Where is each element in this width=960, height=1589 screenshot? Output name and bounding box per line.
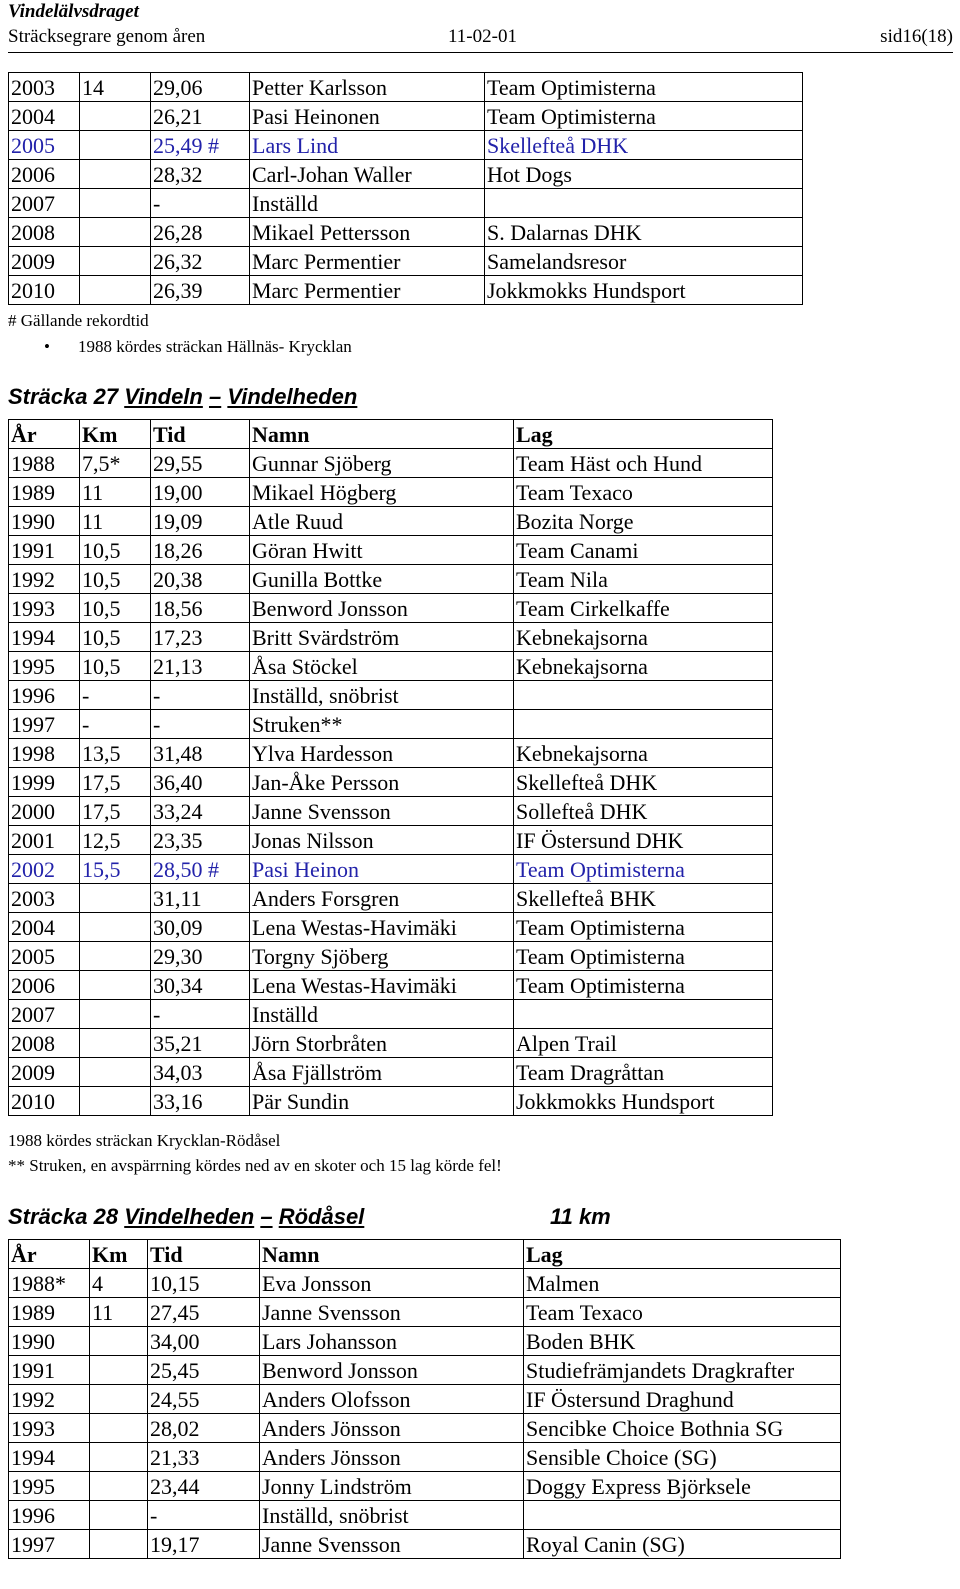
table-row (9, 768, 773, 797)
table-cell: 26,28 (151, 218, 250, 247)
table-cell: Petter Karlsson (250, 73, 485, 102)
table-row (9, 507, 773, 536)
table-cell: Boden BHK (524, 1327, 841, 1356)
table-row (9, 1000, 773, 1029)
table-cell: IF Östersund DHK (514, 826, 773, 855)
table-cell: Team Häst och Hund (514, 449, 773, 478)
table-cell: 1988 (9, 449, 80, 478)
table-cell: 2003 (9, 884, 80, 913)
table-row (9, 971, 773, 1000)
table-cell: Janne Svensson (250, 797, 514, 826)
table-header-row (9, 1240, 841, 1269)
stage27-prefix: Sträcka 27 (8, 384, 119, 409)
table-cell: Eva Jonsson (260, 1269, 524, 1298)
table-cell: Gunnar Sjöberg (250, 449, 514, 478)
table-cell: 10,15 (148, 1269, 260, 1298)
table-cell (485, 189, 803, 218)
stage28-distance: 11 km (550, 1204, 611, 1229)
table-cell: Kebnekajsorna (514, 623, 773, 652)
table-cell: Marc Permentier (250, 276, 485, 305)
table-cell: 30,34 (151, 971, 250, 1000)
table-cell: 4 (90, 1269, 148, 1298)
column-header: Km (80, 420, 151, 449)
table-cell: 1995 (9, 1472, 90, 1501)
table-cell: Jonny Lindström (260, 1472, 524, 1501)
table-cell: Skellefteå DHK (514, 768, 773, 797)
bullet-note-text: 1988 kördes sträckan Hällnäs- Krycklan (78, 337, 352, 356)
table-cell: 25,49 # (151, 131, 250, 160)
table-cell: 1988* (9, 1269, 90, 1298)
table-cell: Struken** (250, 710, 514, 739)
document-subtitle: Sträcksegrare genom åren (8, 26, 206, 47)
stage27-dash: – (208, 384, 222, 409)
table-cell: Lars Johansson (260, 1327, 524, 1356)
table-cell: 11 (80, 478, 151, 507)
table-cell: 14 (80, 73, 151, 102)
table-cell: 2007 (9, 1000, 80, 1029)
table-cell: - (80, 681, 151, 710)
table-cell: 1991 (9, 536, 80, 565)
table-cell: Sencibke Choice Bothnia SG (524, 1414, 841, 1443)
table-cell: 10,5 (80, 536, 151, 565)
table-cell: Studiefrämjandets Dragkrafter (524, 1356, 841, 1385)
table-cell (90, 1356, 148, 1385)
table-cell: Janne Svensson (260, 1530, 524, 1559)
table-cell: 2000 (9, 797, 80, 826)
table-cell: Lars Lind (250, 131, 485, 160)
table-cell: 26,32 (151, 247, 250, 276)
table-cell: 1993 (9, 1414, 90, 1443)
table-cell: Mikael Högberg (250, 478, 514, 507)
table-cell: 11 (80, 507, 151, 536)
stage27-table-head (9, 420, 773, 449)
table-cell: Jonas Nilsson (250, 826, 514, 855)
table-cell (90, 1327, 148, 1356)
table-cell: Atle Ruud (250, 507, 514, 536)
table-cell: 18,56 (151, 594, 250, 623)
table-row (9, 1385, 841, 1414)
stage28-dash: – (260, 1204, 273, 1229)
table-cell (90, 1414, 148, 1443)
table-cell: 1995 (9, 652, 80, 681)
table-row (9, 1501, 841, 1530)
table-cell (80, 1000, 151, 1029)
column-header: Namn (250, 420, 514, 449)
table-cell: Åsa Fjällström (250, 1058, 514, 1087)
table-row (9, 623, 773, 652)
table-cell (80, 884, 151, 913)
table-cell: Samelandsresor (485, 247, 803, 276)
table-row (9, 189, 803, 218)
table-cell (514, 1000, 773, 1029)
stage28-table-head (9, 1240, 841, 1269)
table-row (9, 478, 773, 507)
table-cell: - (80, 710, 151, 739)
table-row (9, 594, 773, 623)
table-cell: - (151, 681, 250, 710)
table-cell: Anders Jönsson (260, 1414, 524, 1443)
page-header (8, 0, 953, 53)
table-cell: 1996 (9, 1501, 90, 1530)
table-cell: 2006 (9, 160, 80, 189)
table-cell: 12,5 (80, 826, 151, 855)
table-row (9, 565, 773, 594)
table-cell: 1998 (9, 739, 80, 768)
table-row (9, 247, 803, 276)
table-cell: Team Optimisterna (485, 73, 803, 102)
table-cell (80, 131, 151, 160)
table-cell: Åsa Stöckel (250, 652, 514, 681)
table-row (9, 73, 803, 102)
table-row (9, 131, 803, 160)
stage26-table-body (9, 73, 803, 305)
table-row (9, 1443, 841, 1472)
table-cell: 19,00 (151, 478, 250, 507)
table-cell (80, 276, 151, 305)
stage27-table-body (9, 449, 773, 1116)
table-header-row (9, 420, 773, 449)
table-cell: Benword Jonsson (250, 594, 514, 623)
table-row (9, 1269, 841, 1298)
stage27-note-1: 1988 kördes sträckan Krycklan-Rödåsel (8, 1131, 281, 1150)
stage27-heading (8, 383, 357, 411)
table-cell: 1993 (9, 594, 80, 623)
table-cell (90, 1472, 148, 1501)
table-cell: Team Texaco (514, 478, 773, 507)
table-cell: 2008 (9, 1029, 80, 1058)
document-title: Vindelälvsdraget (8, 1, 139, 22)
table-row (9, 536, 773, 565)
table-cell: Jan-Åke Persson (250, 768, 514, 797)
column-header: Lag (514, 420, 773, 449)
table-cell: Team Texaco (524, 1298, 841, 1327)
table-cell: 2005 (9, 131, 80, 160)
table-cell: 2001 (9, 826, 80, 855)
table-cell: 28,02 (148, 1414, 260, 1443)
table-cell: Kebnekajsorna (514, 739, 773, 768)
table-cell (90, 1385, 148, 1414)
table-cell: 23,44 (148, 1472, 260, 1501)
table-cell: Lena Westas-Havimäki (250, 971, 514, 1000)
table-cell (524, 1501, 841, 1530)
column-header: Namn (260, 1240, 524, 1269)
table-cell: 17,23 (151, 623, 250, 652)
table-cell: 2003 (9, 73, 80, 102)
table-cell: 27,45 (148, 1298, 260, 1327)
stage28-prefix: Sträcka 28 (8, 1204, 119, 1229)
table-cell: Benword Jonsson (260, 1356, 524, 1385)
table-cell: 2006 (9, 971, 80, 1000)
table-row (9, 1414, 841, 1443)
document-date: 11-02-01 (448, 26, 517, 47)
table-cell: Pasi Heinonen (250, 102, 485, 131)
table-cell: 2010 (9, 1087, 80, 1116)
table-cell: 2005 (9, 942, 80, 971)
table-row (9, 942, 773, 971)
stage28-heading (8, 1203, 611, 1231)
table-cell (80, 942, 151, 971)
table-cell: 35,21 (151, 1029, 250, 1058)
table-cell: Doggy Express Björksele (524, 1472, 841, 1501)
table-cell: 19,17 (148, 1530, 260, 1559)
table-cell: S. Dalarnas DHK (485, 218, 803, 247)
table-cell: Anders Jönsson (260, 1443, 524, 1472)
table-row (9, 1530, 841, 1559)
table-cell (80, 1058, 151, 1087)
page-number: sid16(18) (880, 26, 953, 47)
table-cell: 11 (90, 1298, 148, 1327)
table-cell: Jokkmokks Hundsport (485, 276, 803, 305)
table-cell: 1990 (9, 1327, 90, 1356)
table-cell: 1991 (9, 1356, 90, 1385)
table-row (9, 1356, 841, 1385)
table-cell (80, 971, 151, 1000)
table-cell: Hot Dogs (485, 160, 803, 189)
table-cell: 19,09 (151, 507, 250, 536)
table-row (9, 1472, 841, 1501)
table-row (9, 797, 773, 826)
table-cell (80, 913, 151, 942)
table-cell: 21,33 (148, 1443, 260, 1472)
table-cell: 33,24 (151, 797, 250, 826)
table-cell (90, 1501, 148, 1530)
table-cell: 10,5 (80, 652, 151, 681)
column-header: År (9, 1240, 90, 1269)
table-row (9, 826, 773, 855)
table-cell (80, 218, 151, 247)
table-cell: 13,5 (80, 739, 151, 768)
stage27-note-2: ** Struken, en avspärrning kördes ned av en skoter och 15 lag körde fel! (8, 1156, 502, 1175)
table-cell: Ylva Hardesson (250, 739, 514, 768)
table-row (9, 276, 803, 305)
table-cell (80, 189, 151, 218)
table-cell: Team Optimisterna (514, 971, 773, 1000)
table-cell: Skellefteå BHK (514, 884, 773, 913)
table-row (9, 913, 773, 942)
table-row (9, 1087, 773, 1116)
table-cell: Lena Westas-Havimäki (250, 913, 514, 942)
table-cell: 17,5 (80, 797, 151, 826)
table-cell: 28,50 # (151, 855, 250, 884)
table-cell: Inställd, snöbrist (250, 681, 514, 710)
table-cell: 24,55 (148, 1385, 260, 1414)
table-cell: Team Optimisterna (485, 102, 803, 131)
table-row (9, 855, 773, 884)
table-cell (80, 1087, 151, 1116)
table-cell: Team Dragråttan (514, 1058, 773, 1087)
table-cell: Pasi Heinon (250, 855, 514, 884)
table-cell: 1997 (9, 710, 80, 739)
table-cell (514, 681, 773, 710)
table-cell: Jokkmokks Hundsport (514, 1087, 773, 1116)
table-cell: Göran Hwitt (250, 536, 514, 565)
table-cell: 1990 (9, 507, 80, 536)
table-cell: 36,40 (151, 768, 250, 797)
column-header: Km (90, 1240, 148, 1269)
table-cell: Janne Svensson (260, 1298, 524, 1327)
table-row (9, 1298, 841, 1327)
table-cell: 1996 (9, 681, 80, 710)
table-row (9, 1058, 773, 1087)
table-cell: 26,39 (151, 276, 250, 305)
table-cell: 2008 (9, 218, 80, 247)
table-cell: Bozita Norge (514, 507, 773, 536)
table-cell: 2004 (9, 102, 80, 131)
table-cell: 2007 (9, 189, 80, 218)
stage26-table (8, 72, 803, 305)
table-cell: Pär Sundin (250, 1087, 514, 1116)
column-header: Tid (151, 420, 250, 449)
table-cell: 1989 (9, 478, 80, 507)
column-header: År (9, 420, 80, 449)
table-cell: Team Cirkelkaffe (514, 594, 773, 623)
table-cell: 25,45 (148, 1356, 260, 1385)
table-cell: Sollefteå DHK (514, 797, 773, 826)
table-cell: 7,5* (80, 449, 151, 478)
stage27-table (8, 419, 773, 1116)
table-row (9, 160, 803, 189)
table-row (9, 1327, 841, 1356)
table-cell: Inställd (250, 1000, 514, 1029)
table-row (9, 652, 773, 681)
bullet-note (44, 336, 352, 358)
table-cell (90, 1530, 148, 1559)
table-cell: 2009 (9, 247, 80, 276)
table-cell: 1992 (9, 1385, 90, 1414)
table-cell (80, 247, 151, 276)
table-cell: 26,21 (151, 102, 250, 131)
table-cell: 17,5 (80, 768, 151, 797)
table-cell: 1994 (9, 1443, 90, 1472)
table-cell: Team Nila (514, 565, 773, 594)
table-cell: Marc Permentier (250, 247, 485, 276)
table-cell: 2009 (9, 1058, 80, 1087)
table-cell: IF Östersund Draghund (524, 1385, 841, 1414)
table-cell: - (151, 1000, 250, 1029)
table-row (9, 1029, 773, 1058)
header-line (8, 24, 953, 53)
table-cell: 10,5 (80, 623, 151, 652)
table-cell: 33,16 (151, 1087, 250, 1116)
table-cell: Skellefteå DHK (485, 131, 803, 160)
table-cell: Anders Olofsson (260, 1385, 524, 1414)
table-cell: - (151, 710, 250, 739)
table-cell: 1999 (9, 768, 80, 797)
table-cell: 1997 (9, 1530, 90, 1559)
table-cell: 21,13 (151, 652, 250, 681)
table-cell: Carl-Johan Waller (250, 160, 485, 189)
table-row (9, 218, 803, 247)
table-cell: 28,32 (151, 160, 250, 189)
stage28-to: Rödåsel (278, 1204, 365, 1229)
table-cell (80, 1029, 151, 1058)
table-cell: Torgny Sjöberg (250, 942, 514, 971)
table-row (9, 449, 773, 478)
stage28-from: Vindelheden (124, 1204, 255, 1229)
table-cell: 10,5 (80, 565, 151, 594)
table-row (9, 102, 803, 131)
table-cell (514, 710, 773, 739)
table-cell: Mikael Pettersson (250, 218, 485, 247)
table-row (9, 710, 773, 739)
table-cell: 15,5 (80, 855, 151, 884)
table-cell: 1992 (9, 565, 80, 594)
table-cell: 1989 (9, 1298, 90, 1327)
table-cell: 1994 (9, 623, 80, 652)
table-cell: Team Canami (514, 536, 773, 565)
table-cell: Team Optimisterna (514, 913, 773, 942)
table-cell: Kebnekajsorna (514, 652, 773, 681)
table-cell: Britt Svärdström (250, 623, 514, 652)
table-cell: 31,11 (151, 884, 250, 913)
table-cell (80, 102, 151, 131)
table-cell: 10,5 (80, 594, 151, 623)
table-cell: Malmen (524, 1269, 841, 1298)
table-cell: Jörn Storbråten (250, 1029, 514, 1058)
table-cell: Inställd (250, 189, 485, 218)
table-cell: 31,48 (151, 739, 250, 768)
table-row (9, 681, 773, 710)
column-header: Tid (148, 1240, 260, 1269)
table-cell: - (151, 189, 250, 218)
table-cell: 2004 (9, 913, 80, 942)
table-cell: 34,00 (148, 1327, 260, 1356)
table-cell: Royal Canin (SG) (524, 1530, 841, 1559)
table-cell: Gunilla Bottke (250, 565, 514, 594)
table-cell: 29,55 (151, 449, 250, 478)
table-cell: 34,03 (151, 1058, 250, 1087)
table-cell: 20,38 (151, 565, 250, 594)
table-cell (90, 1443, 148, 1472)
table-cell: Anders Forsgren (250, 884, 514, 913)
table-cell: Sensible Choice (SG) (524, 1443, 841, 1472)
table-cell: 18,26 (151, 536, 250, 565)
table-row (9, 884, 773, 913)
stage27-from: Vindeln (124, 384, 203, 409)
table-cell: Inställd, snöbrist (260, 1501, 524, 1530)
table-cell (80, 160, 151, 189)
table-cell: Alpen Trail (514, 1029, 773, 1058)
table-cell: 2010 (9, 276, 80, 305)
stage27-to: Vindelheden (227, 384, 358, 409)
column-header: Lag (524, 1240, 841, 1269)
table-cell: 30,09 (151, 913, 250, 942)
record-note: # Gällande rekordtid (8, 311, 149, 330)
table-cell: Team Optimisterna (514, 942, 773, 971)
table-cell: 29,06 (151, 73, 250, 102)
table-cell: Team Optimisterna (514, 855, 773, 884)
stage28-table-body (9, 1269, 841, 1559)
stage28-table (8, 1239, 841, 1559)
table-cell: - (148, 1501, 260, 1530)
bullet-icon: • (44, 337, 50, 356)
table-cell: 23,35 (151, 826, 250, 855)
table-cell: 2002 (9, 855, 80, 884)
table-row (9, 739, 773, 768)
table-cell: 29,30 (151, 942, 250, 971)
